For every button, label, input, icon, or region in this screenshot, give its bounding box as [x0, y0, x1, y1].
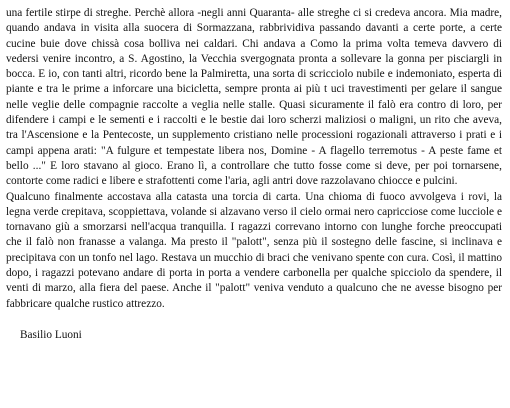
author-signature: Basilio Luoni — [20, 328, 82, 341]
document-page — [6, 6, 502, 343]
paragraph-falo-streghe: una fertile stirpe di streghe. Perchè allora -negli anni Quaranta- alle streghe ci si credeva ancora. Mia madre, quando andava in visita alla suocera di Sormazzana, rabbrividiva passando davanti a certe porte, a certe cucine buie dove chissà cosa bolliva nei caldari. Chi andava a Como la prima volta temeva davvero di vedersi venire incontro, a S. Agostino, la Vecchia svergognata pronta a sollevare la gonna per pisciargli in bocca. E io, con tanti altri, ricordo bene la Palmiretta, una sorta di scricciolo nubile e indemoniato, esperta di piante e tra le prime a inforcare una bicicletta, sempre pronta ai più t uci travestimenti per gelare il sangue nelle veglie delle compagnie raccolte a veglia nelle stalle. Quasi sicuramente il falò era contro di loro, per difendere i campi e le sementi e i raccolti e le bestie dai loro scherzi maliziosi o maligni, un rito che aveva, tra l'Ascensione e la Pentecoste, un supplemento cristiano nelle processioni rogazionali attraverso i prati e i campi appena arati: "A fulgure et tempestate libera nos, Domine - A flagello terremotus - A peste fame et bello ..." E loro stavano al gioco. Erano lì, a controllare che tutto fosse come si deve, per poi tornarsene, contorte come radici e libere e strafottenti come l'aria, agli antri dove razzolavano chiocce e pulcini. — [6, 7, 502, 188]
paragraph-torcia-palott: Qualcuno finalmente accostava alla catasta una torcia di carta. Una chioma di fuoco avvolgeva i rovi, la legna verde crepitava, scoppiettava, volande si alzavano verso il cielo ormai nero capricciose come lucciole e tornavano giù a smorzarsi nell'acqua tranquilla. I ragazzi correvano intorno con lunghe forche preoccupati che il falò non franasse a valanga. Ma presto il "palott", senza più il sostegno delle fascine, si inclinava e precipitava con un tonfo nel lago. Restava un mucchio di braci che venivano spente con cura. Così, il mattino dopo, i ragazzi potevano andare di porta in porta a vendere carbonella per qualche spicciolo da spendere, il venti di marzo, alla fiera del paese. Anche il "palott" veniva venduto a qualcuno che ne avesse bisogno per fabbricare qualche rustico attrezzo. — [6, 190, 502, 310]
